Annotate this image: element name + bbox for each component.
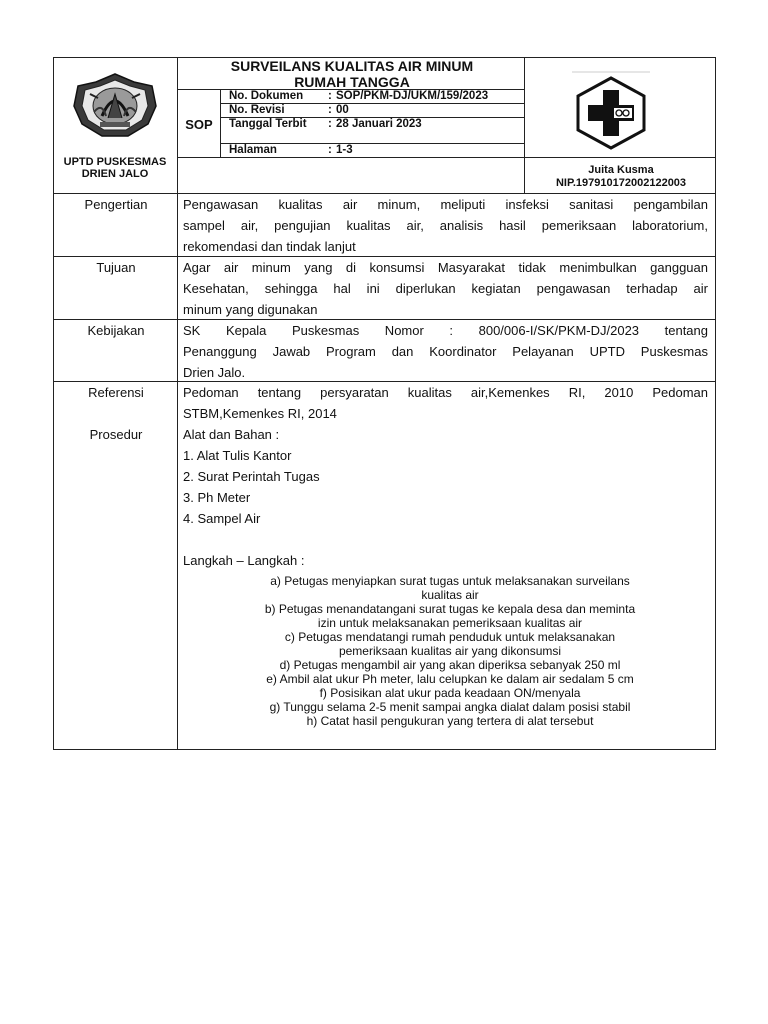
document-title <box>180 58 524 90</box>
field-label-document-number: No. Dokumen <box>229 90 304 102</box>
field-label-page: Halaman <box>229 144 277 156</box>
section-text-tujuan <box>183 257 708 320</box>
header-divider <box>177 157 716 158</box>
field-value-page: 1-3 <box>336 144 353 156</box>
step-item: d) Petugas mengambil air yang akan diperiksa sebanyak 250 ml <box>279 658 621 672</box>
step-item: e) Ambil alat ukur Ph meter, lalu celupkan ke dalam air sedalam 5 cm <box>266 672 634 686</box>
material-item: 3. Ph Meter <box>183 490 251 505</box>
text-line: Pengawasan kualitas air minum, meliputi insfeksi sanitasi pengambilan <box>183 197 708 212</box>
section-text-referensi <box>183 382 708 424</box>
section-label-referensi: Referensi <box>88 385 144 400</box>
field-colon: : <box>328 90 332 102</box>
section-label-tujuan: Tujuan <box>96 260 136 275</box>
text-line: sampel air, pengujian kualitas air, analisis hasil pemeriksaan laboratorium, <box>183 218 708 233</box>
step-item: pemeriksaan kualitas air yang dikonsumsi <box>338 644 562 658</box>
regional-government-emblem-icon <box>72 72 158 140</box>
step-item: c) Petugas mendatangi rumah penduduk untuk melaksanakan <box>284 630 616 644</box>
text-line: Pedoman tentang persyaratan kualitas air,Kemenkes RI, 2010 Pedoman <box>183 385 708 400</box>
material-item: 1. Alat Tulis Kantor <box>183 448 292 463</box>
step-item: kualitas air <box>421 588 479 602</box>
column-divider-right-logo <box>524 57 525 193</box>
organization-name: UPTD PUSKESMAS DRIEN JALO <box>63 156 167 180</box>
field-value-document-number: SOP/PKM-DJ/UKM/159/2023 <box>336 90 489 102</box>
field-label-revision: No. Revisi <box>229 104 285 116</box>
step-item: g) Tunggu selama 2-5 menit sampai angka dialat dalam posisi stabil <box>269 700 631 714</box>
material-item: 2. Surat Perintah Tugas <box>183 469 320 484</box>
section-label-prosedur: Prosedur <box>89 427 143 442</box>
materials-title: Alat dan Bahan : <box>183 427 280 442</box>
section-label-pengertian: Pengertian <box>84 197 148 212</box>
column-divider-main <box>177 57 178 750</box>
signatory-nip: NIP.197910172002122003 <box>555 177 687 189</box>
signatory-block <box>527 164 715 190</box>
section-text-pengertian <box>183 194 708 257</box>
step-item: izin untuk melaksanakan pemeriksaan kualitas air <box>317 616 583 630</box>
steps-title: Langkah – Langkah : <box>183 553 305 568</box>
text-line: Agar air minum yang di konsumsi Masyarakat tidak menimbulkan gangguan <box>183 260 708 275</box>
field-colon: : <box>328 118 332 130</box>
section-label-kebijakan: Kebijakan <box>87 323 145 338</box>
title-line-1: SURVEILANS KUALITAS AIR MINUM <box>230 58 474 74</box>
signatory-name: Juita Kusma <box>588 164 654 176</box>
sop-label: SOP <box>185 117 213 132</box>
field-label-issue-date: Tanggal Terbit <box>229 118 307 130</box>
sop-divider <box>220 89 221 157</box>
text-line: Drien Jalo. <box>183 365 246 380</box>
step-item: b) Petugas menandatangani surat tugas ke kepala desa dan meminta <box>264 602 636 616</box>
field-value-issue-date: 28 Januari 2023 <box>336 118 422 130</box>
table-border-bottom <box>53 749 716 750</box>
title-line-2: RUMAH TANGGA <box>294 74 410 90</box>
step-item: a) Petugas menyiapkan surat tugas untuk melaksanakan surveilans <box>270 574 630 588</box>
text-line: SK Kepala Puskesmas Nomor : 800/006-I/SK/PKM-DJ/2023 tentang <box>183 323 708 338</box>
material-item: 4. Sampel Air <box>183 511 261 526</box>
text-line: STBM,Kemenkes RI, 2014 <box>183 406 337 421</box>
text-line: Kesehatan, sehingga hal ini diperlukan kegiatan pengawasan terhadap air <box>183 281 708 296</box>
field-colon: : <box>328 104 332 116</box>
section-text-kebijakan <box>183 320 708 383</box>
field-colon: : <box>328 144 332 156</box>
text-line: Penanggung Jawab Program dan Koordinator Pelayanan UPTD Puskesmas <box>183 344 708 359</box>
field-value-revision: 00 <box>336 104 349 116</box>
step-item: h) Catat hasil pengukuran yang tertera di alat tersebut <box>306 714 594 728</box>
puskesmas-cross-logo-icon <box>568 70 654 156</box>
text-line: rekomendasi dan tindak lanjut <box>183 239 356 254</box>
text-line: minum yang digunakan <box>183 302 318 317</box>
step-item: f) Posisikan alat ukur pada keadaan ON/menyala <box>319 686 581 700</box>
